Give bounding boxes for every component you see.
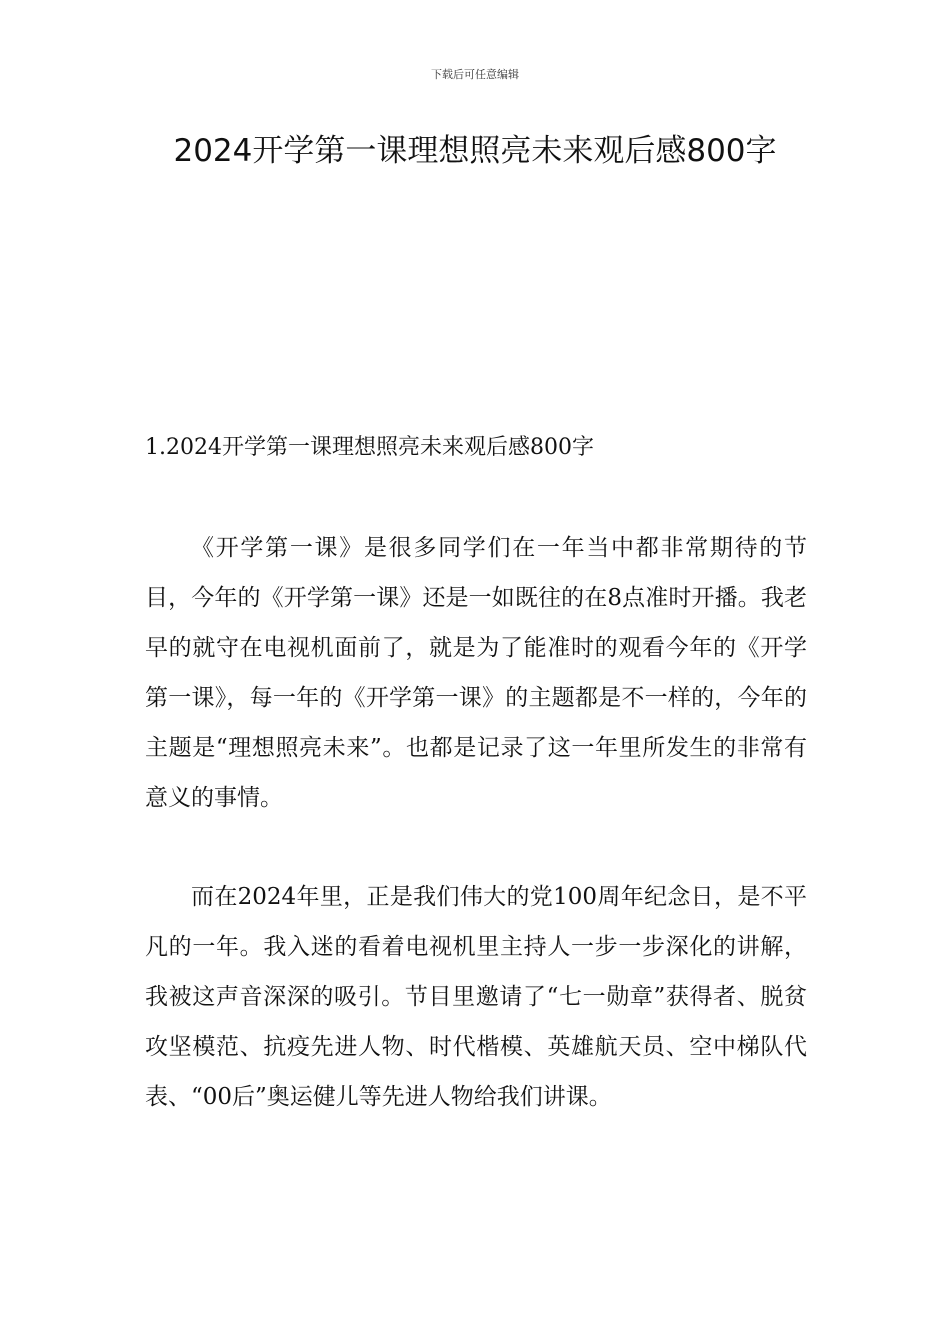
paragraph: 而在2024年里，正是我们伟大的党100周年纪念日，是不平凡的一年。我入迷的看着电视机里主持人一步一步深化的讲解，我被这声音深深的吸引。节目里邀请了“七一勋章”获得者、脱贫攻坚模范、抗疫先进人物、时代楷模、英雄航天员、空中梯队代表、“00后”奥运健儿等先进人物给我们讲课。 — [145, 884, 807, 1110]
paragraph: 《开学第一课》是很多同学们在一年当中都非常期待的节目，今年的《开学第一课》还是一如既往的在8点准时开播。我老早的就守在电视机面前了，就是为了能准时的观看今年的《开学第一课》，每一年的《开学第一课》的主题都是不一样的，今年的主题是“理想照亮未来”。也都是记录了这一年里所发生的非常有意义的事情。 — [145, 535, 807, 811]
document-title: 2024开学第一课理想照亮未来观后感800字 — [173, 133, 777, 169]
header-note: 下载后可任意编辑 — [431, 68, 519, 81]
section-heading: 1.2024开学第一课理想照亮未来观后感800字 — [145, 435, 594, 460]
